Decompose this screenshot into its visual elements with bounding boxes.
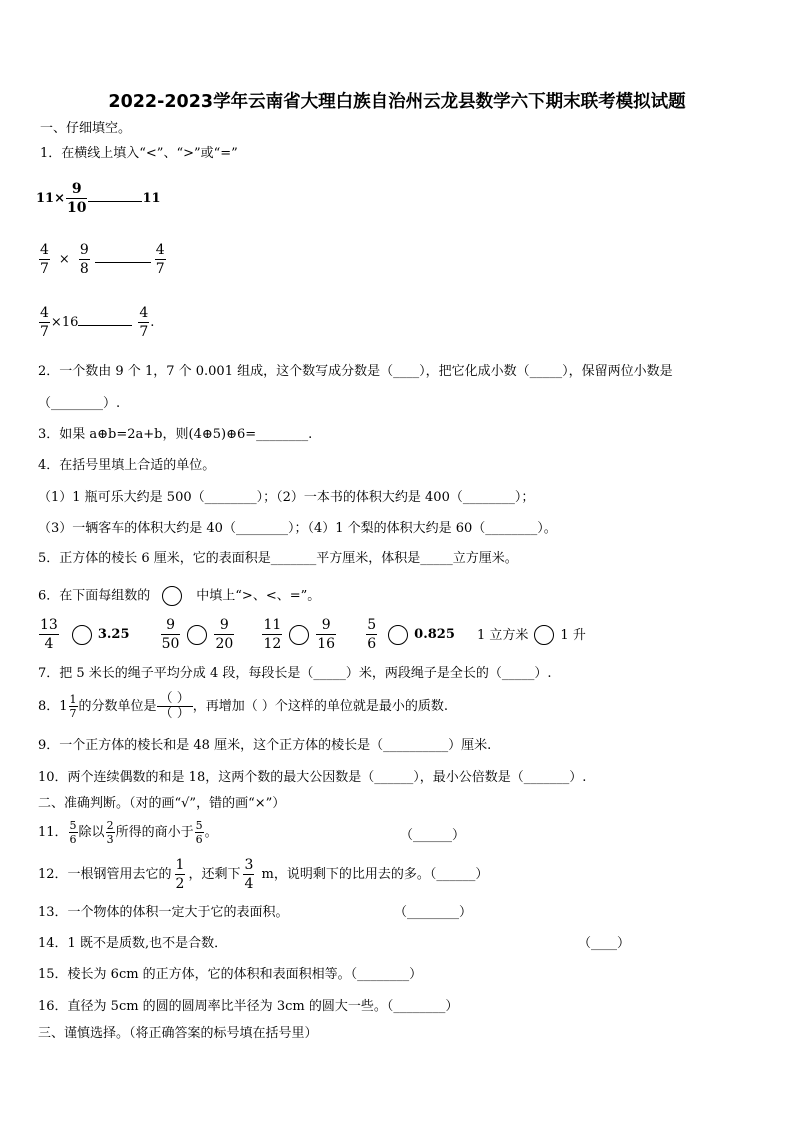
q1c-end: . — [150, 315, 155, 330]
q8-fraction: $\frac{1}{7}$ — [69, 693, 77, 720]
value: 1 升 — [560, 627, 586, 643]
question-5: 5．正方体的棱长 6 厘米，它的表面积是_______平方厘米，体积是_____立方厘米。 — [38, 551, 518, 566]
value: 0.825 — [414, 627, 455, 642]
times-sign: × — [58, 252, 70, 267]
question-1c — [38, 306, 154, 339]
question-7: 7．把 5 米长的绳子平均分成 4 段，每段长是（_____）米，两段绳子是全长的（_____）. — [38, 666, 552, 681]
q1a-prefix: 11× — [36, 191, 65, 206]
section-1-heading: 一、仔细填空。 — [40, 121, 132, 136]
answer-blank[interactable] — [95, 251, 151, 263]
value: 1 立方米 — [477, 627, 529, 643]
fraction: $\frac{11}{12}$ — [263, 617, 282, 652]
q1c-middle: ×16 — [50, 315, 79, 330]
q8-prefix: 8．1 — [38, 699, 68, 714]
q1c-fraction-2: $\frac{4}{7}$ — [139, 305, 149, 340]
q6-suffix: 中填上“>、<、=”。 — [196, 588, 321, 604]
question-14: 14．1 既不是质数,也不是合数． — [38, 936, 228, 951]
q11-answer-paren[interactable]: （______） — [400, 828, 466, 843]
question-1b — [38, 243, 167, 276]
comparison-group-2 — [160, 618, 236, 651]
question-1-text: 1．在横线上填入“<”、“>”或“=” — [40, 146, 238, 161]
q11-text-a: 除以 — [78, 825, 105, 840]
question-4-text: 4．在括号里填上合适的单位。 — [38, 458, 216, 473]
comparison-group-4 — [365, 618, 455, 651]
comparison-group-3 — [261, 618, 337, 651]
question-16: 16．直径为 5cm 的圆的圆周率比半径为 3cm 的圆大一些。（________） — [38, 999, 459, 1014]
question-15: 15．棱长为 6cm 的正方体，它的体积和表面积相等。（________） — [38, 967, 423, 982]
question-2-line-2: （________）. — [38, 396, 121, 411]
question-13: 13．一个物体的体积一定大于它的表面积。 — [38, 905, 289, 920]
page-title: 2022-2023学年云南省大理白族自治州云龙县数学六下期末联考模拟试题 — [108, 92, 686, 112]
q12-prefix: 12．一根钢管用去它的 — [38, 867, 172, 882]
comparison-circle[interactable] — [534, 625, 554, 645]
question-6-text — [38, 586, 320, 607]
fraction: $\frac{2}{3}$ — [106, 819, 114, 846]
q1a-suffix: 11 — [142, 191, 161, 206]
q11-prefix: 11． — [38, 825, 68, 840]
fraction: $\frac{1}{2}$ — [175, 857, 185, 892]
q1a-fraction: $\frac{9}{10}$ — [66, 181, 87, 216]
fraction: $\frac{5}{6}$ — [367, 617, 377, 652]
q1c-fraction-1: $\frac{4}{7}$ — [40, 305, 49, 340]
question-11 — [38, 820, 218, 845]
question-12 — [38, 858, 488, 891]
comparison-circle[interactable] — [162, 586, 182, 606]
question-8 — [38, 692, 448, 721]
q1b-fraction-1: $\frac{4}{7}$ — [40, 242, 49, 277]
question-10: 10．两个连续偶数的和是 18，这两个数的最大公因数是（______），最小公倍数是（_______）. — [38, 770, 587, 785]
q11-text-b: 所得的商小于 — [115, 825, 194, 840]
q6-prefix: 6．在下面每组数的 — [38, 588, 151, 604]
fraction: $\frac{3}{4}$ — [244, 857, 254, 892]
q8-suffix: ，再增加（ ）个这样的单位就是最小的质数. — [192, 699, 448, 714]
fraction: $\frac{9}{16}$ — [317, 617, 336, 652]
section-2-heading: 二、准确判断。（对的画“√”，错的画“×”） — [38, 796, 286, 811]
answer-blank[interactable] — [78, 314, 132, 326]
question-9: 9．一个正方体的棱长和是 48 厘米，这个正方体的棱长是（__________）厘米. — [38, 738, 492, 753]
q8-middle: 的分数单位是 — [78, 699, 157, 714]
q12-text-a: ，还剩下 — [188, 867, 241, 882]
q1b-fraction-2: $\frac{9}{8}$ — [79, 242, 89, 277]
question-4-line-2: （3）一辆客车的体积大约是 40（________）；（4）1 个梨的体积大约是 60（________）。 — [38, 521, 557, 536]
question-4-line-1: （1）1 瓶可乐大约是 500（________）；（2）一本书的体积大约是 400（________）； — [38, 490, 535, 505]
q12-text-b: m，说明剩下的比用去的多。（______） — [257, 867, 489, 882]
comparison-group-1 — [38, 618, 130, 651]
comparison-circle[interactable] — [187, 625, 207, 645]
fraction: $\frac{5}{6}$ — [195, 819, 203, 846]
question-2-line-1: 2．一个数由 9 个 1，7 个 0.001 组成，这个数写成分数是（____），把它化成小数（_____），保留两位小数是 — [38, 364, 673, 379]
section-3-heading: 三、谨慎选择。（将正确答案的标号填在括号里） — [38, 1026, 318, 1041]
fraction: $\frac{9}{50}$ — [161, 617, 180, 652]
comparison-circle[interactable] — [388, 625, 408, 645]
q14-answer-paren[interactable]: （____） — [578, 936, 631, 951]
comparison-circle[interactable] — [289, 625, 309, 645]
fraction: $\frac{13}{4}$ — [40, 617, 58, 652]
question-6-comparisons — [38, 618, 586, 651]
answer-blank[interactable] — [88, 190, 142, 202]
question-3: 3．如果 a⊕b=2a+b，则(4⊕5)⊕6=________. — [38, 427, 313, 442]
value: 3.25 — [97, 627, 130, 642]
q1b-fraction-3: $\frac{4}{7}$ — [155, 242, 165, 277]
fraction: $\frac{5}{6}$ — [69, 819, 77, 846]
q11-text-c: 。 — [204, 825, 218, 840]
q13-answer-paren[interactable]: （________） — [394, 905, 473, 920]
comparison-group-5 — [477, 624, 586, 646]
fraction: $\frac{9}{20}$ — [215, 617, 234, 652]
question-1a — [36, 182, 161, 215]
q8-fraction-blank[interactable]: （ ） （ ） — [157, 692, 193, 721]
comparison-circle[interactable] — [72, 625, 92, 645]
